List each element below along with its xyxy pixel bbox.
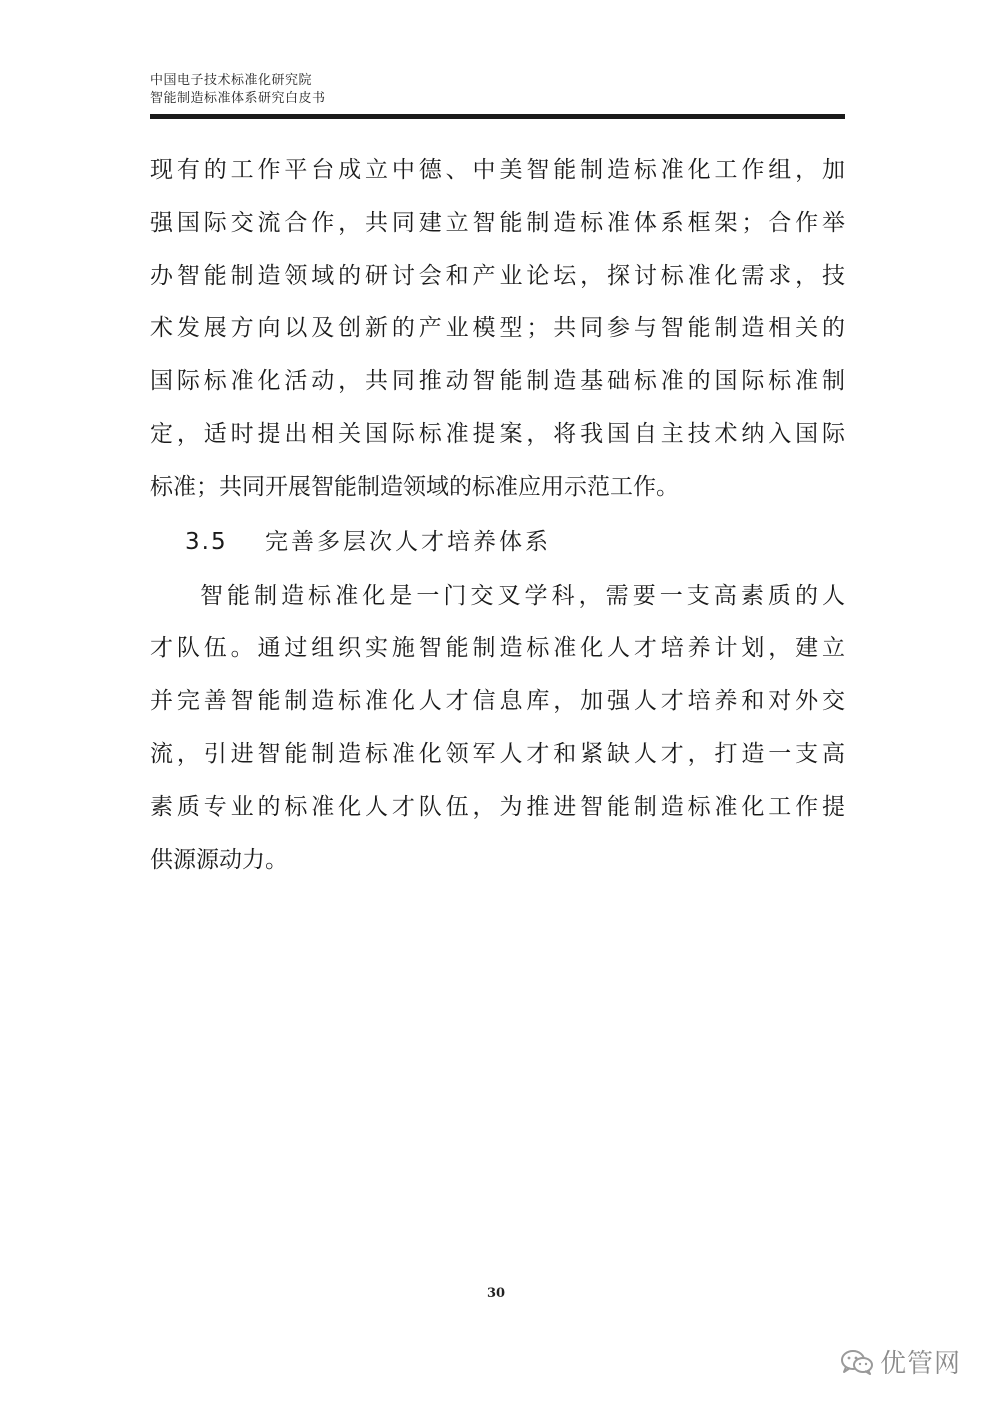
wechat-icon bbox=[840, 1349, 874, 1375]
header-org: 中国电子技术标准化研究院 bbox=[150, 73, 313, 88]
watermark bbox=[840, 1343, 961, 1380]
paragraph-line: 素质专业的标准化人才队伍，为推进智能制造标准化工作提 bbox=[150, 793, 845, 820]
paragraph-line: 术发展方向以及创新的产业模型；共同参与智能制造相关的 bbox=[150, 315, 845, 342]
paragraph-line: 并完善智能制造标准化人才信息库，加强人才培养和对外交 bbox=[150, 688, 845, 715]
paragraph-line: 定，适时提出相关国际标准提案，将我国自主技术纳入国际 bbox=[150, 420, 845, 447]
section-heading bbox=[150, 514, 845, 570]
paragraph-line: 国际标准化活动，共同推动智能制造基础标准的国际标准制 bbox=[150, 368, 845, 395]
section-title: 完善多层次人才培养体系 bbox=[265, 528, 551, 555]
page-number: 30 bbox=[486, 1286, 506, 1301]
paragraph-line: 标准；共同开展智能制造领域的标准应用示范工作。 bbox=[150, 473, 679, 500]
watermark-text: 优管网 bbox=[880, 1349, 962, 1379]
page-content bbox=[150, 144, 845, 886]
section-number: 3.5 bbox=[185, 528, 228, 555]
page-header bbox=[150, 72, 845, 108]
paragraph-1 bbox=[150, 144, 845, 514]
paragraph-2 bbox=[150, 570, 845, 887]
paragraph-line: 办智能制造领域的研讨会和产业论坛，探讨标准化需求，技 bbox=[150, 262, 845, 289]
paragraph-line: 强国际交流合作，共同建立智能制造标准体系框架；合作举 bbox=[150, 209, 845, 236]
header-doc-title: 智能制造标准体系研究白皮书 bbox=[150, 91, 326, 106]
paragraph-line: 供源源动力。 bbox=[150, 846, 288, 873]
paragraph-line: 才队伍。通过组织实施智能制造标准化人才培养计划，建立 bbox=[150, 635, 845, 662]
paragraph-line: 流，引进智能制造标准化领军人才和紧缺人才，打造一支高 bbox=[150, 740, 845, 767]
paragraph-line: 智能制造标准化是一门交叉学科，需要一支高素质的人 bbox=[200, 582, 845, 609]
paragraph-line: 现有的工作平台成立中德、中美智能制造标准化工作组，加 bbox=[150, 157, 845, 183]
header-rule bbox=[150, 114, 845, 119]
